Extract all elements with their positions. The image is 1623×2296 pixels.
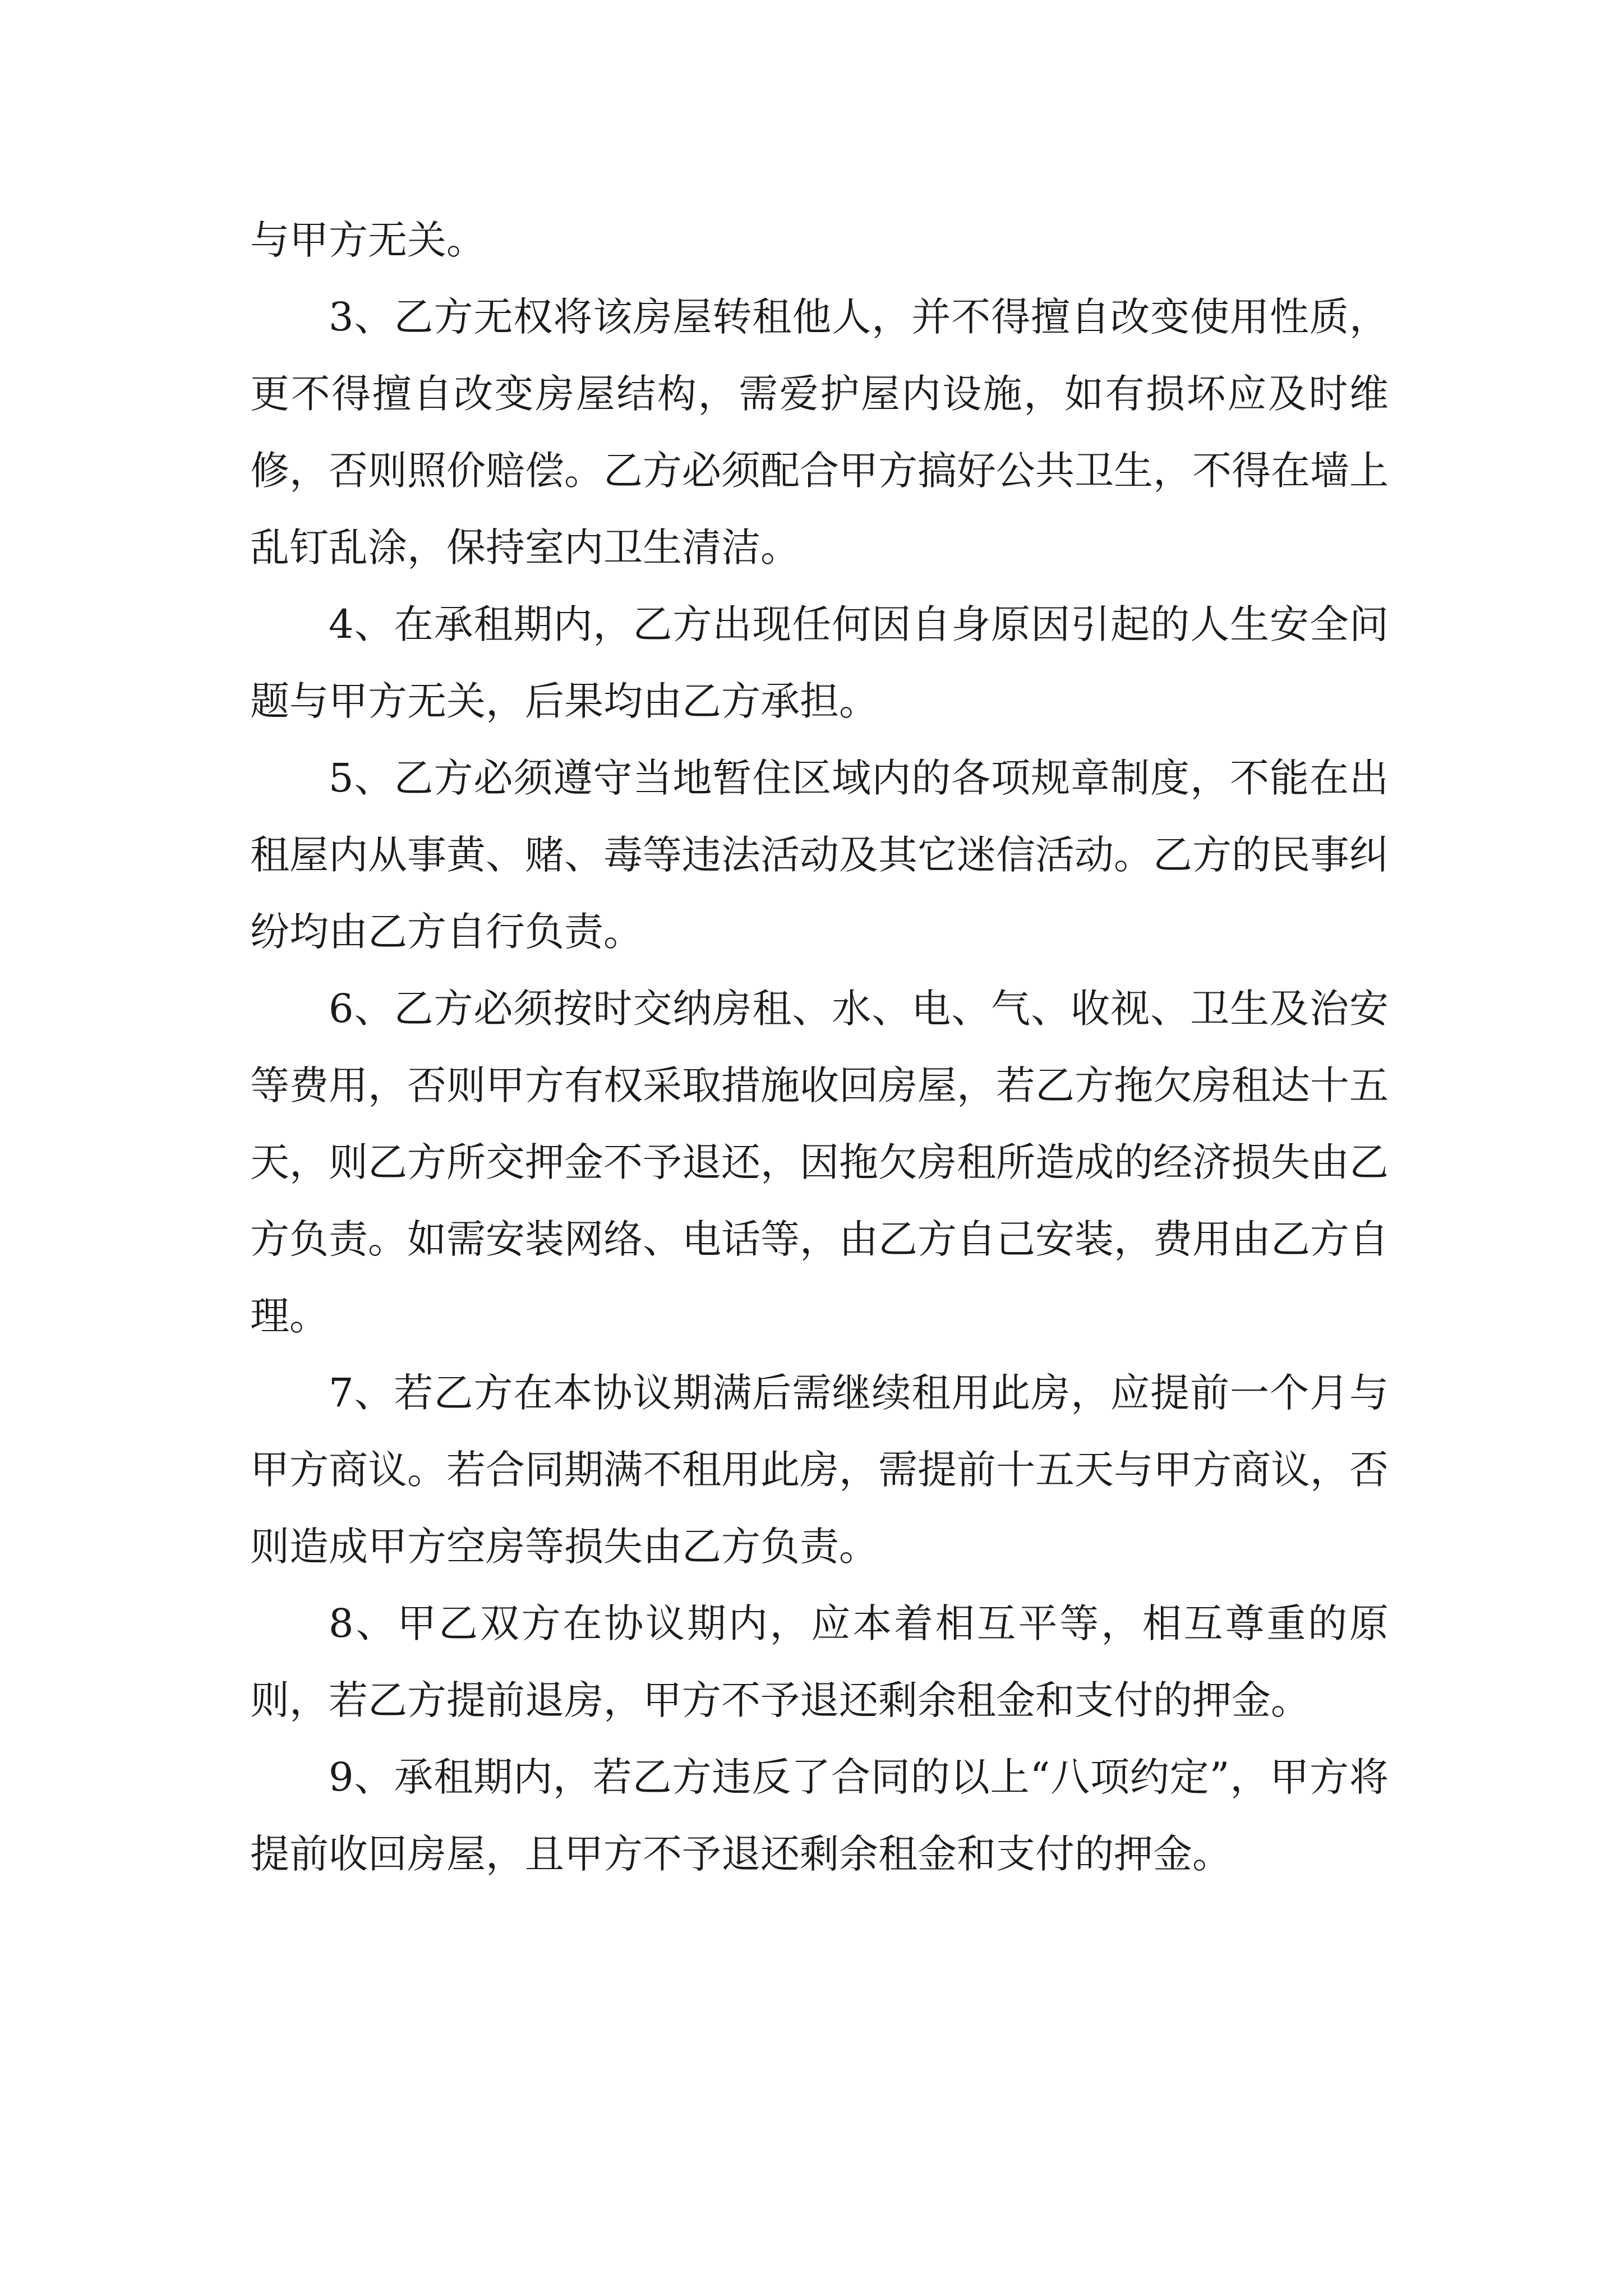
clause-3: 3、乙方无权将该房屋转租他人，并不得擅自改变使用性质，更不得擅自改变房屋结构，需爱护屋内设施，如有损坏应及时维修，否则照价赔偿。乙方必须配合甲方搞好公共卫生，不得在墙上乱钉乱涂，保持室内卫生清洁。	[250, 294, 1389, 570]
clause-7: 7、若乙方在本协议期满后需继续租用此房，应提前一个月与甲方商议。若合同期满不租用此房，需提前十五天与甲方商议，否则造成甲方空房等损失由乙方负责。	[250, 1370, 1389, 1570]
clause-8: 8、甲乙双方在协议期内，应本着相互平等，相互尊重的原则，若乙方提前退房，甲方不予退还剩余租金和支付的押金。	[250, 1600, 1389, 1723]
paragraph-continuation: 与甲方无关。	[250, 217, 486, 263]
clause-4: 4、在承租期内，乙方出现任何因自身原因引起的人生安全问题与甲方无关，后果均由乙方承担。	[250, 601, 1389, 724]
document-body	[250, 202, 1389, 1893]
clause-9: 9、承租期内，若乙方违反了合同的以上“八项约定”，甲方将提前收回房屋，且甲方不予退还剩余租金和支付的押金。	[250, 1754, 1389, 1877]
clause-5: 5、乙方必须遵守当地暂住区域内的各项规章制度，不能在出租屋内从事黄、赌、毒等违法活动及其它迷信活动。乙方的民事纠纷均由乙方自行负责。	[250, 755, 1389, 955]
clause-6: 6、乙方必须按时交纳房租、水、电、气、收视、卫生及治安等费用，否则甲方有权采取措施收回房屋，若乙方拖欠房租达十五天，则乙方所交押金不予退还，因拖欠房租所造成的经济损失由乙方负责。如需安装网络、电话等，由乙方自己安装，费用由乙方自理。	[250, 986, 1389, 1339]
